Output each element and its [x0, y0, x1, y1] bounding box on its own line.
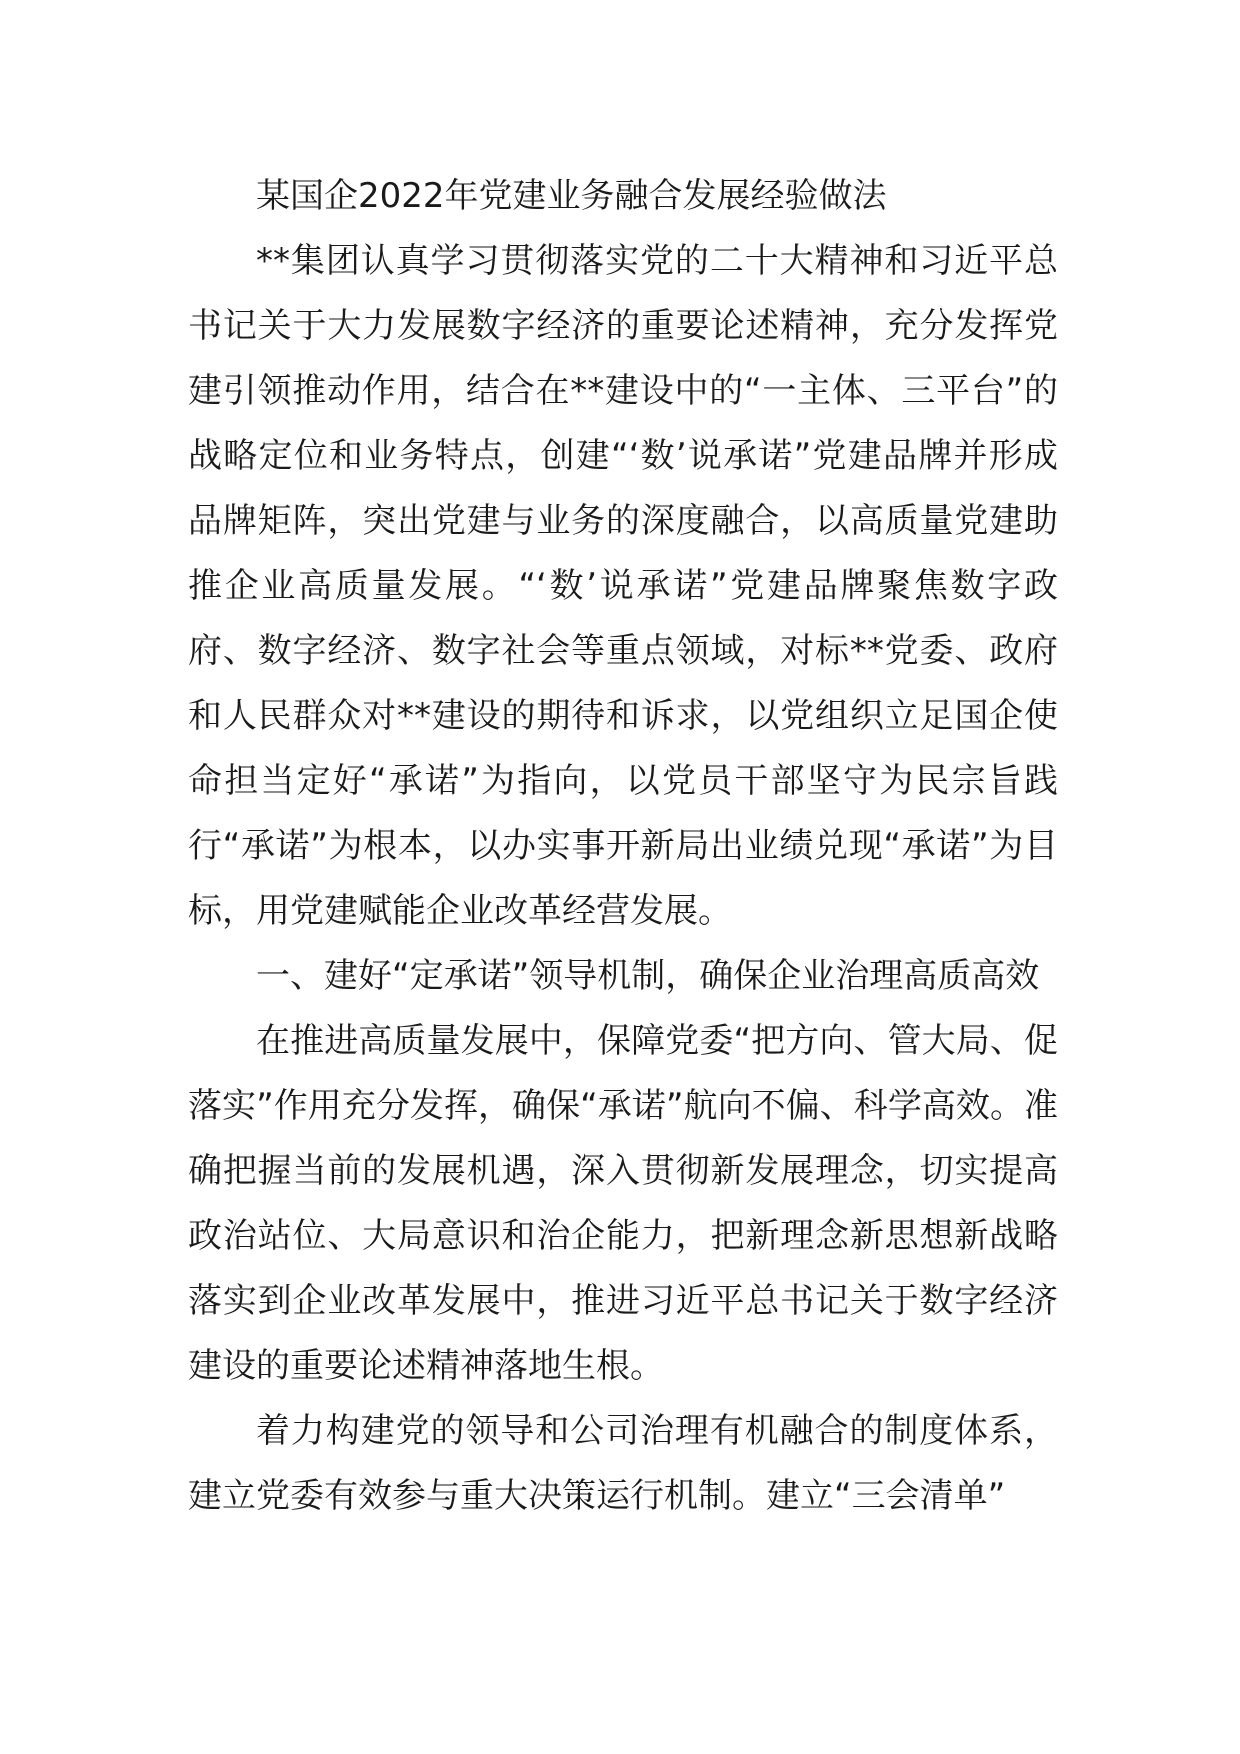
paragraph-section-1-b: 着力构建党的领导和公司治理有机融合的制度体系，建立党委有效参与重大决策运行机制。建立“三会清单”: [188, 1411, 1058, 1516]
document-title: 某国企2022年党建业务融合发展经验做法: [256, 176, 887, 216]
section-heading-1: 一、建好“定承诺”领导机制，确保企业治理高质高效: [256, 956, 1040, 996]
paragraph-section-1-a: 在推进高质量发展中，保障党委“把方向、管大局、促落实”作用充分发挥，确保“承诺”航向不偏、科学高效。准确把握当前的发展机遇，深入贯彻新发展理念，切实提高政治站位、大局意识和治企能力，把新理念新思想新战略落实到企业改革发展中，推进习近平总书记关于数字经济建设的重要论述精神落地生根。: [188, 1021, 1058, 1386]
paragraph-intro: **集团认真学习贯彻落实党的二十大精神和习近平总书记关于大力发展数字经济的重要论述精神，充分发挥党建引领推动作用，结合在**建设中的“一主体、三平台”的战略定位和业务特点，创建“‘数’说承诺”党建品牌并形成品牌矩阵，突出党建与业务的深度融合，以高质量党建助推企业高质量发展。“‘数’说承诺”党建品牌聚焦数字政府、数字经济、数字社会等重点领域，对标**党委、政府和人民群众对**建设的期待和诉求，以党组织立足国企使命担当定好“承诺”为指向，以党员干部坚守为民宗旨践行“承诺”为根本，以办实事开新局出业绩兑现“承诺”为目标，用党建赋能企业改革经营发展。: [188, 241, 1058, 931]
document-body: [188, 164, 1058, 1529]
